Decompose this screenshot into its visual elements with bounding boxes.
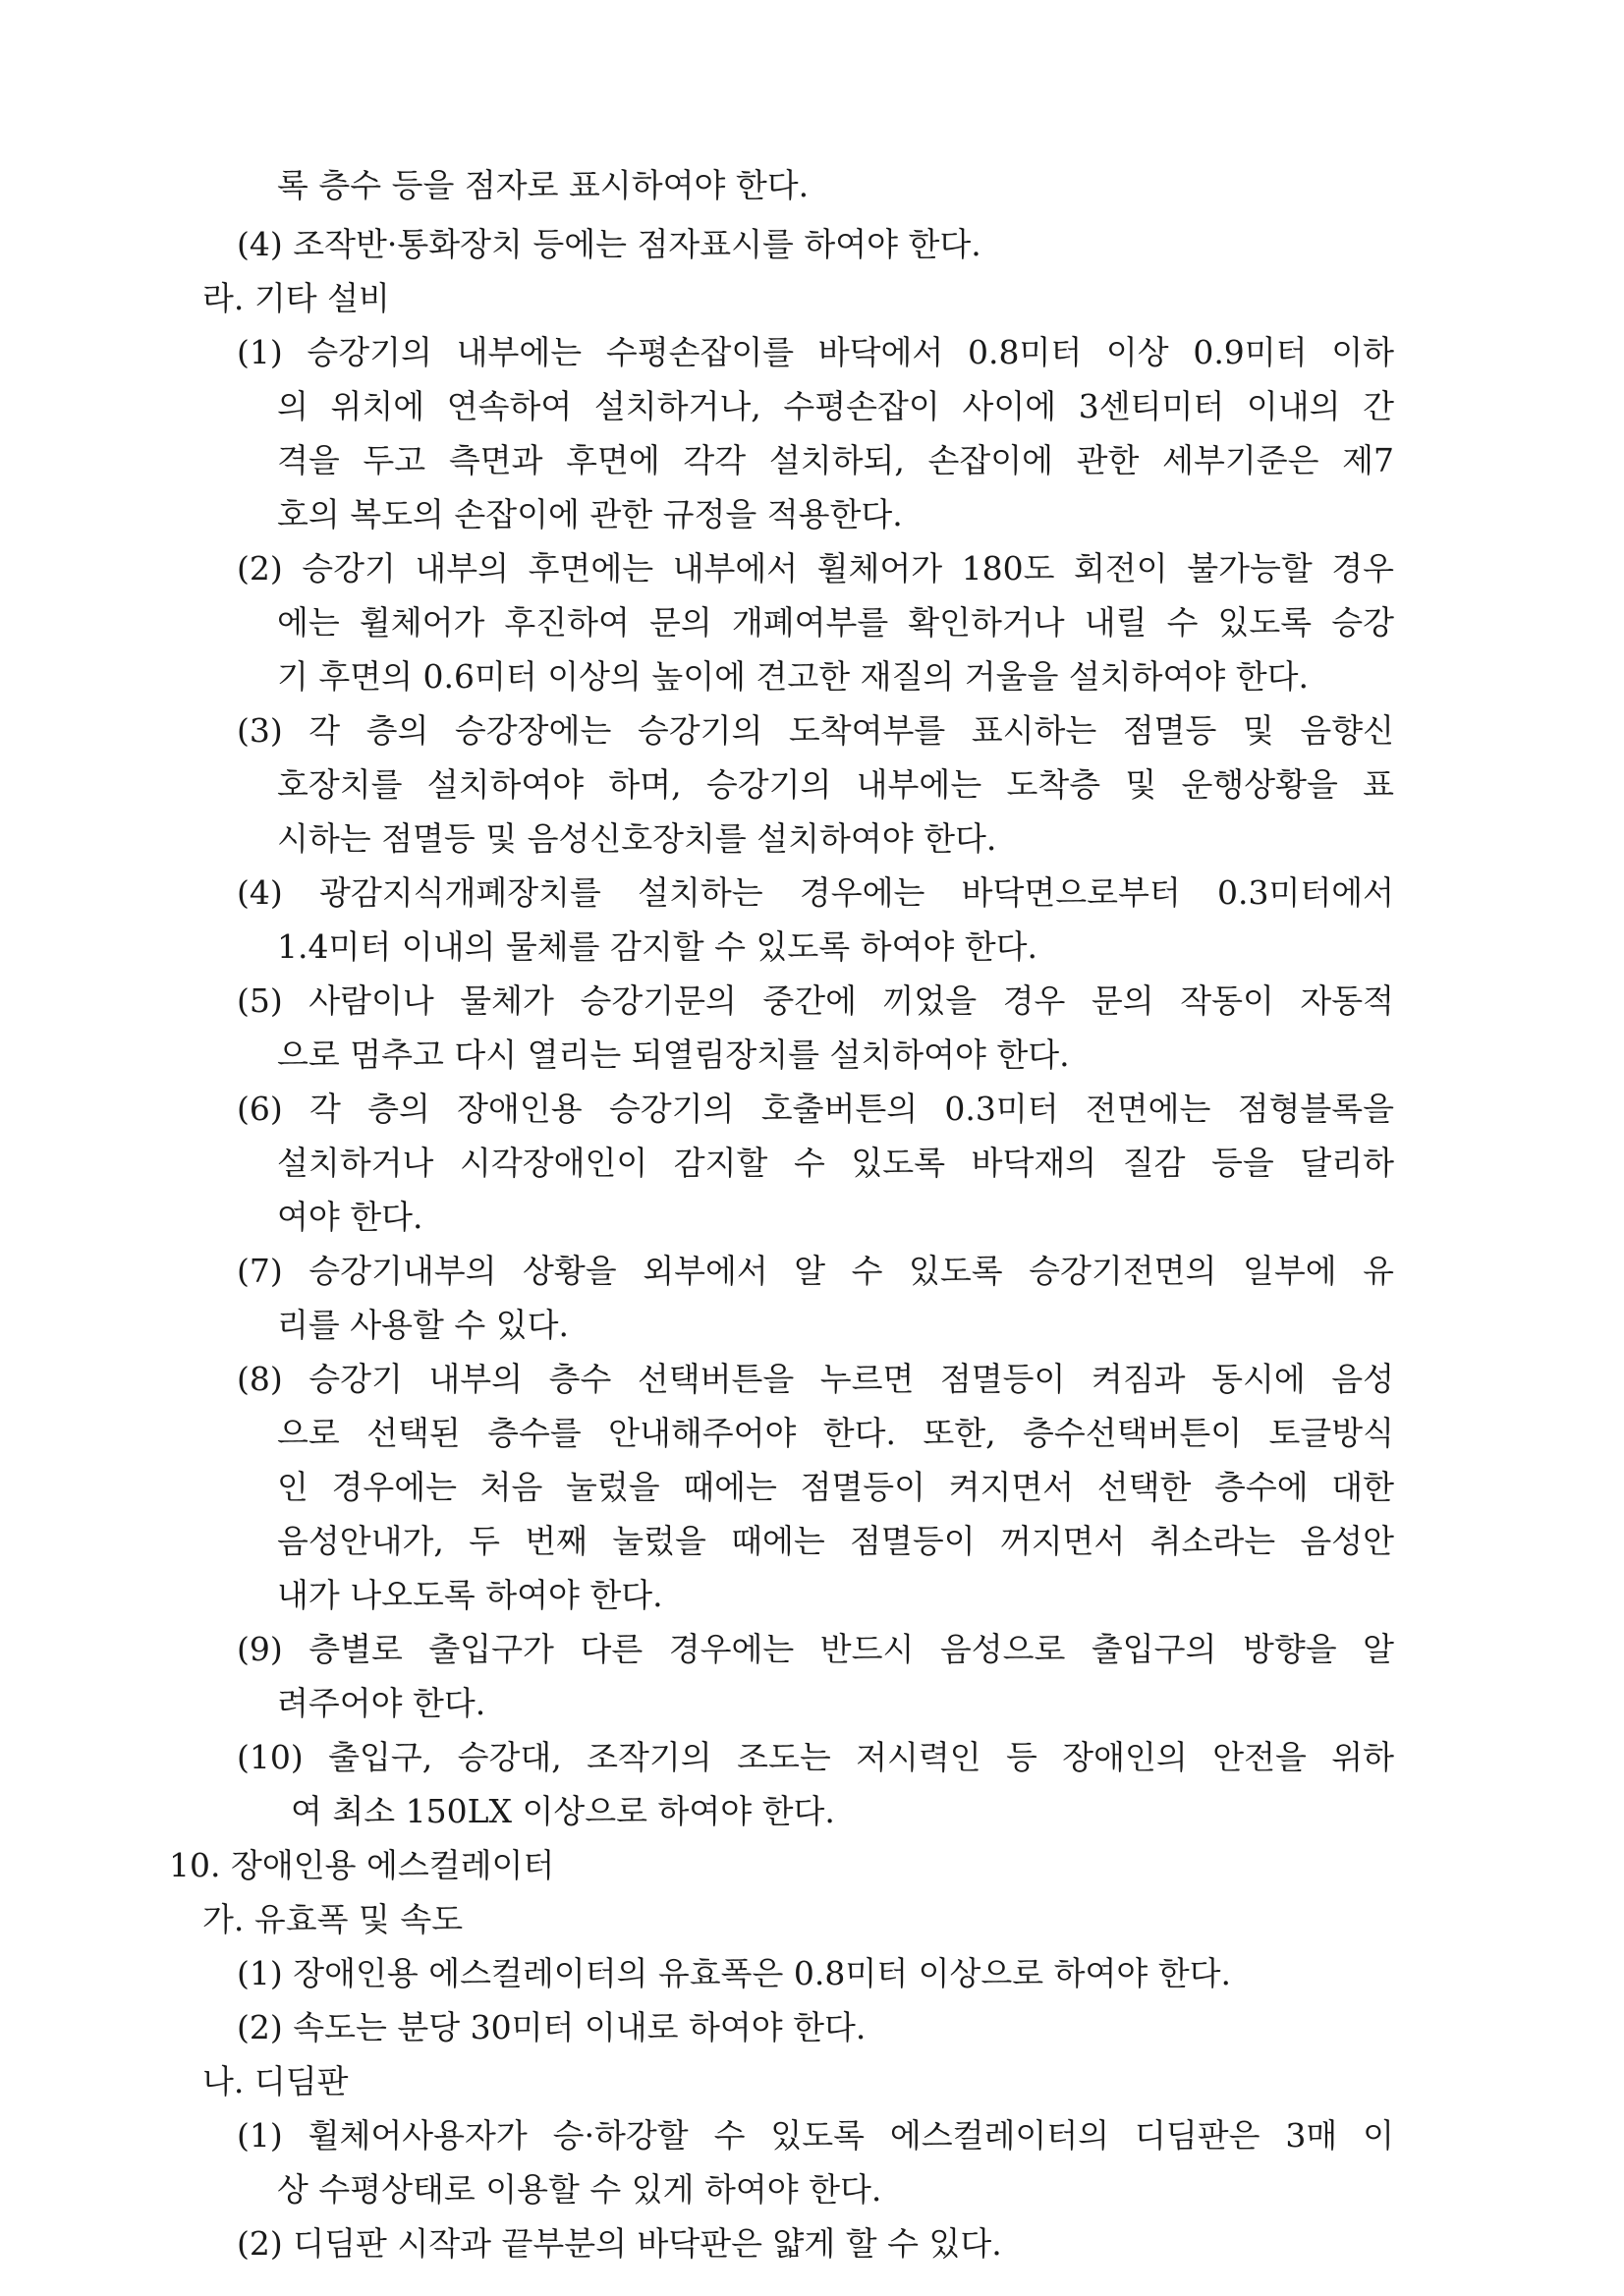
text-line: 기 후면의 0.6미터 이상의 높이에 견고한 재질의 거울을 설치하여야 한다. [277, 657, 1309, 696]
text-line: 1.4미터 이내의 물체를 감지할 수 있도록 하여야 한다. [277, 927, 1037, 966]
section-heading: 나. 디딤판 [202, 2062, 349, 2100]
text-line: 설치하거나 시각장애인이 감지할 수 있도록 바닥재의 질감 등을 달리하 [277, 1144, 1394, 1182]
text-line: (2) 승강기 내부의 후면에는 내부에서 휠체어가 180도 회전이 불가능할 경우 [237, 549, 1394, 588]
text-line: 으로 선택된 층수를 안내해주어야 한다. 또한, 층수선택버튼이 토글방식 [277, 1414, 1394, 1452]
text-line: 리를 사용할 수 있다. [277, 1306, 569, 1344]
section-heading: 가. 유효폭 및 속도 [202, 1900, 464, 1938]
text-line: (1) 장애인용 에스컬레이터의 유효폭은 0.8미터 이상으로 하여야 한다. [237, 1954, 1231, 1992]
text-line: 내가 나오도록 하여야 한다. [277, 1576, 663, 1614]
text-line: 시하는 점멸등 및 음성신호장치를 설치하여야 한다. [277, 819, 997, 858]
text-line: (3) 각 층의 승강장에는 승강기의 도착여부를 표시하는 점멸등 및 음향신 [237, 711, 1394, 750]
text-line: (8) 승강기 내부의 층수 선택버튼을 누르면 점멸등이 켜짐과 동시에 음성 [237, 1360, 1394, 1398]
text-line: 상 수평상태로 이용할 수 있게 하여야 한다. [277, 2170, 882, 2209]
text-line: 인 경우에는 처음 눌렀을 때에는 점멸등이 켜지면서 선택한 층수에 대한 [277, 1468, 1394, 1506]
text-line: (10) 출입구, 승강대, 조작기의 조도는 저시력인 등 장애인의 안전을 위하 [237, 1738, 1394, 1776]
text-line: (4) 조작반·통화장치 등에는 점자표시를 하여야 한다. [237, 225, 981, 263]
section-heading: 라. 기타 설비 [202, 279, 390, 317]
text-line: 려주어야 한다. [277, 1684, 486, 1722]
text-line: 여야 한다. [277, 1198, 423, 1236]
text-line: (1) 승강기의 내부에는 수평손잡이를 바닥에서 0.8미터 이상 0.9미터 이하 [237, 333, 1394, 371]
text-line: 의 위치에 연속하여 설치하거나, 수평손잡이 사이에 3센티미터 이내의 간 [277, 387, 1394, 425]
text-line: (7) 승강기내부의 상황을 외부에서 알 수 있도록 승강기전면의 일부에 유 [237, 1252, 1394, 1290]
text-line: (2) 디딤판 시작과 끝부분의 바닥판은 얇게 할 수 있다. [237, 2224, 1002, 2263]
text-line: 격을 두고 측면과 후면에 각각 설치하되, 손잡이에 관한 세부기준은 제7 [277, 441, 1394, 479]
text-line: (9) 층별로 출입구가 다른 경우에는 반드시 음성으로 출입구의 방향을 알 [237, 1630, 1394, 1668]
text-line: (5) 사람이나 물체가 승강기문의 중간에 끼었을 경우 문의 작동이 자동적 [237, 981, 1394, 1020]
text-line: 음성안내가, 두 번째 눌렀을 때에는 점멸등이 꺼지면서 취소라는 음성안 [277, 1522, 1394, 1560]
text-line: 에는 휠체어가 후진하여 문의 개폐여부를 확인하거나 내릴 수 있도록 승강 [277, 603, 1394, 642]
chapter-heading: 10. 장애인용 에스컬레이터 [169, 1846, 555, 1884]
text-line: 록 층수 등을 점자로 표시하여야 한다. [277, 166, 810, 204]
text-line: (4) 광감지식개폐장치를 설치하는 경우에는 바닥면으로부터 0.3미터에서 [237, 873, 1394, 912]
text-line: 여 최소 150LX 이상으로 하여야 한다. [291, 1792, 835, 1830]
text-line: (2) 속도는 분당 30미터 이내로 하여야 한다. [237, 2008, 867, 2046]
text-line: 으로 멈추고 다시 열리는 되열림장치를 설치하여야 한다. [277, 1036, 1070, 1074]
text-line: 호의 복도의 손잡이에 관한 규정을 적용한다. [277, 495, 903, 533]
text-line: (1) 휠체어사용자가 승·하강할 수 있도록 에스컬레이터의 디딤판은 3매 이 [237, 2116, 1394, 2155]
text-line: (6) 각 층의 장애인용 승강기의 호출버튼의 0.3미터 전면에는 점형블록을 [237, 1090, 1394, 1128]
text-line: 호장치를 설치하여야 하며, 승강기의 내부에는 도착층 및 운행상황을 표 [277, 765, 1394, 804]
